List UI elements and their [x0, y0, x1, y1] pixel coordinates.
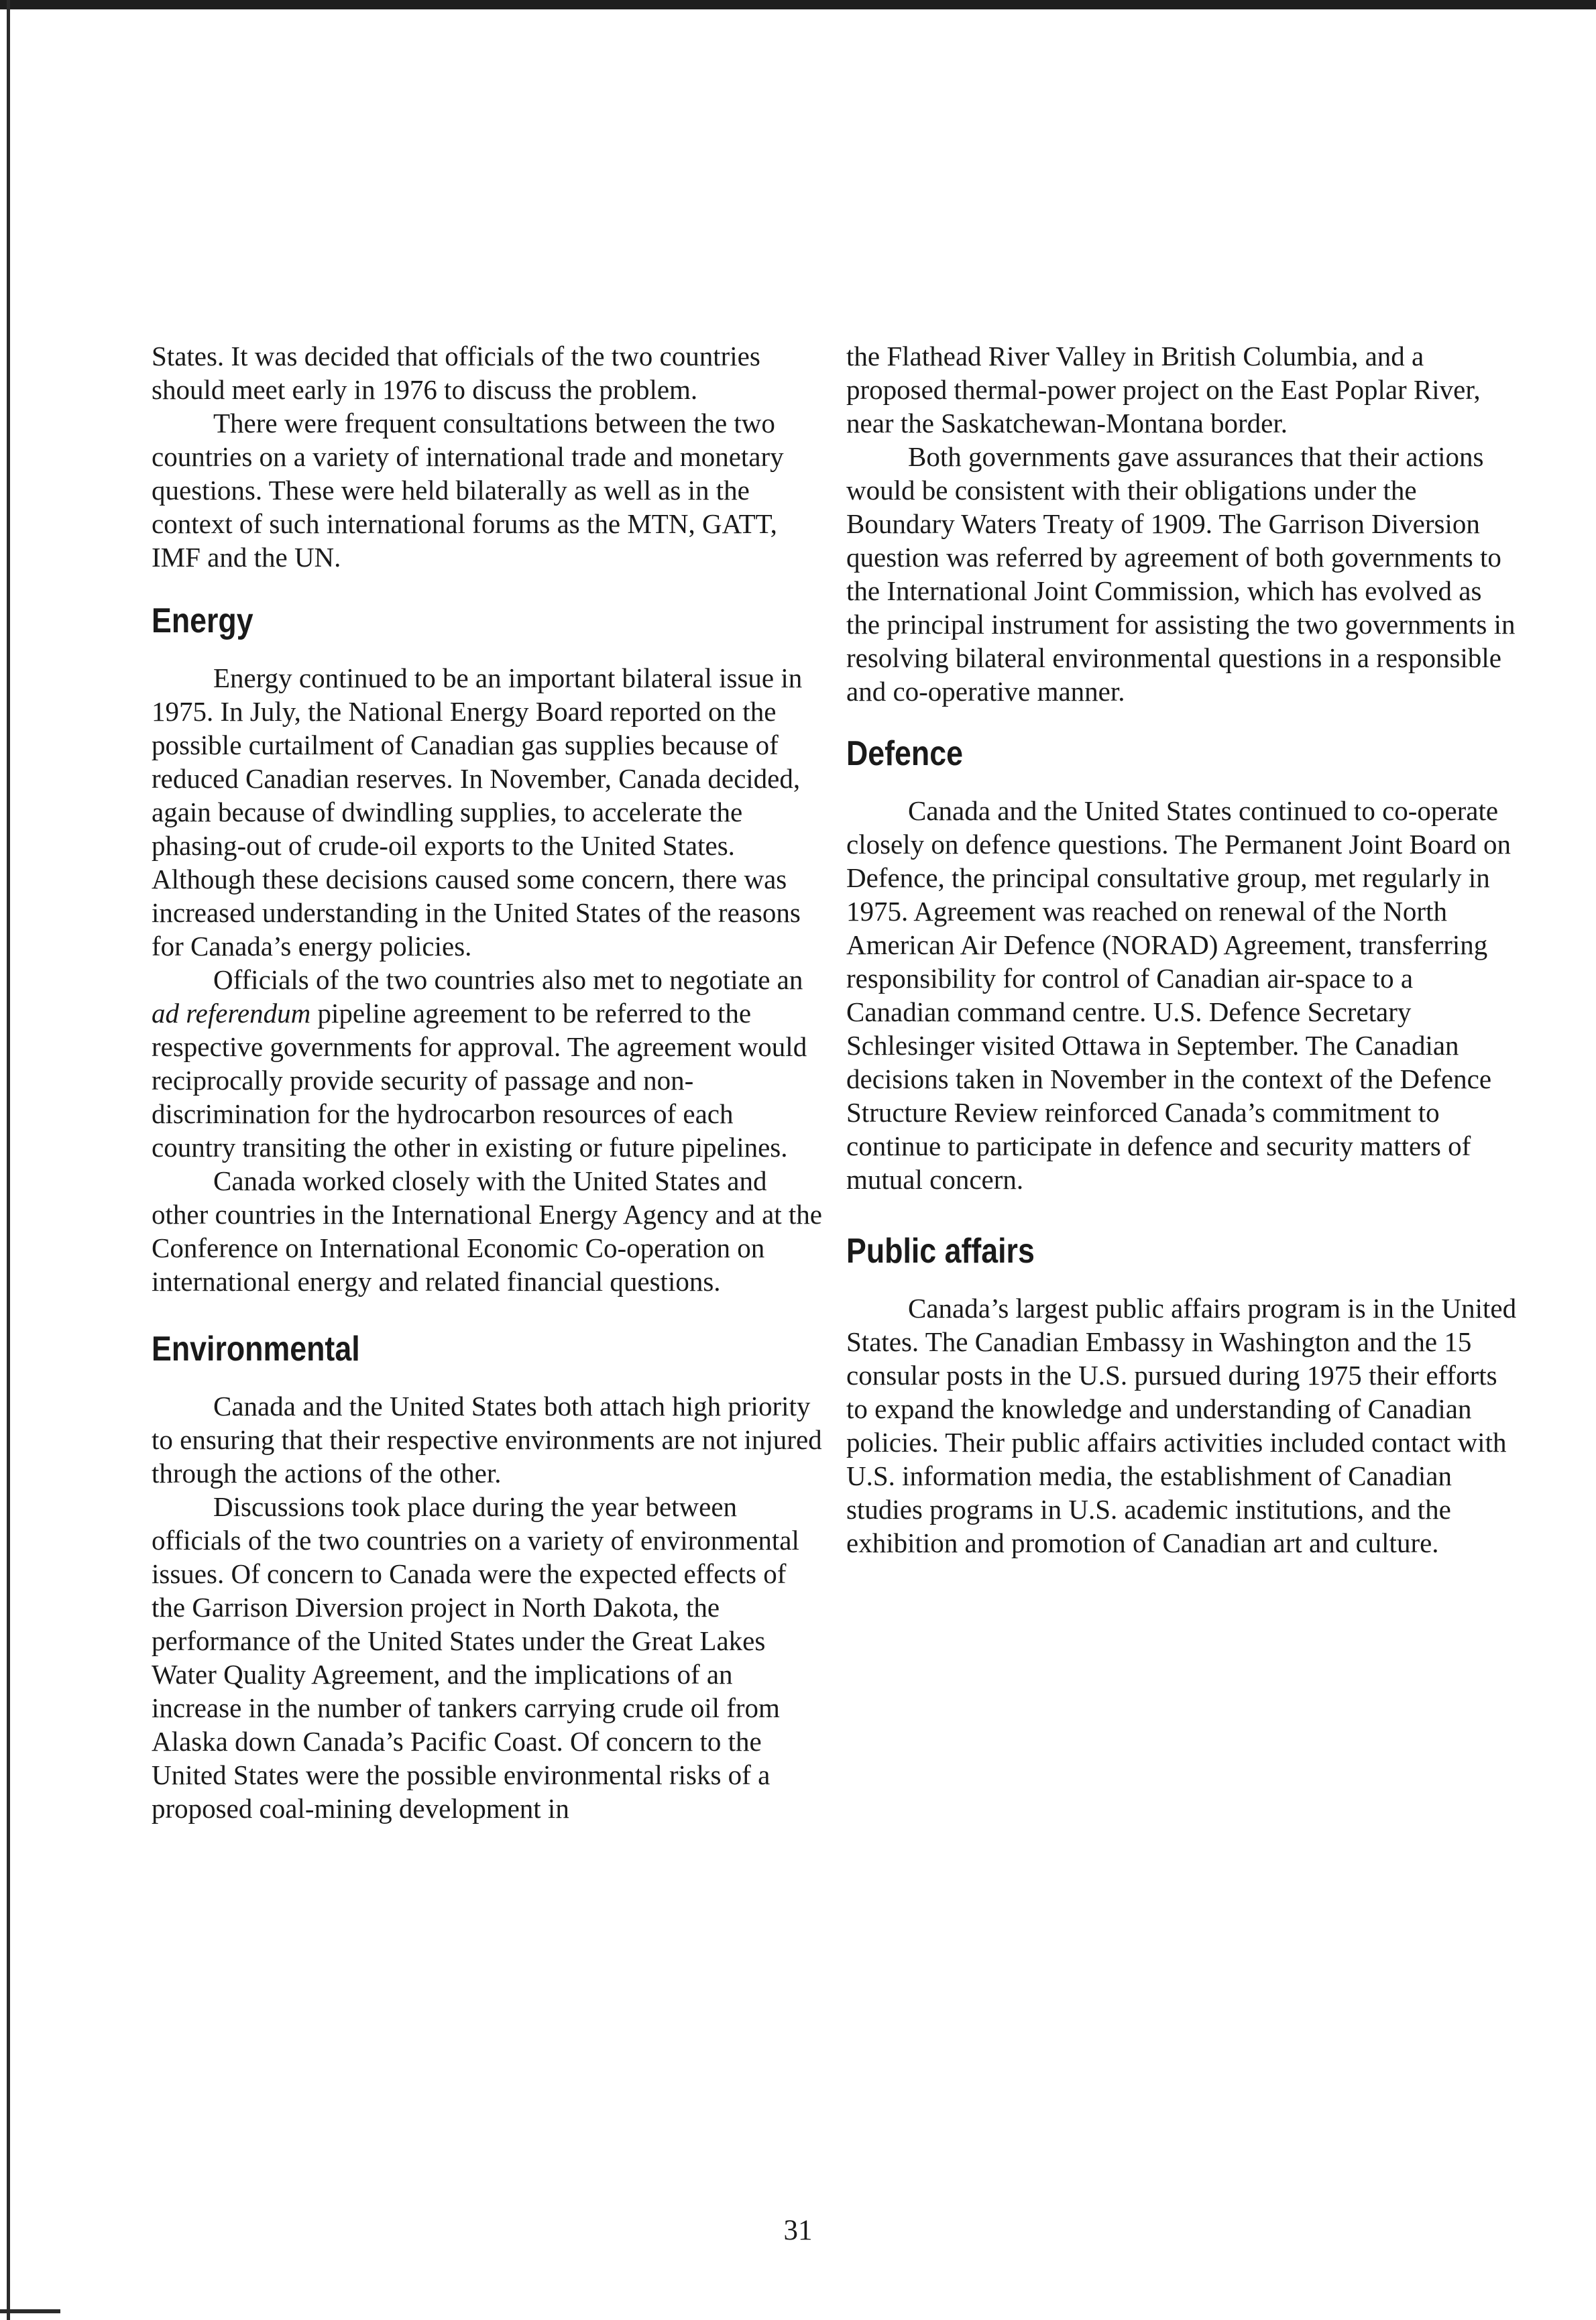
section-heading-public-affairs: Public affairs [846, 1232, 1035, 1271]
binding-edge-left [7, 0, 10, 2320]
section-heading-energy: Energy [152, 601, 253, 640]
italic-term: ad referendum [152, 998, 311, 1029]
paragraph: Both governments gave assurances that their actions would be consistent with their obligations under the Boundary Waters Treaty of 1909. The Garrison Diversion question was referred by agreement of both governments to the International Joint Commission, which has evolved as the principal instrument for assisting the two governments in resolving bilateral environmental questions in a responsible and co-operative manner. [846, 441, 1516, 707]
paragraph: Canada and the United States continued to co-operate closely on defence questions. The Permanent Joint Board on Defence, the principal consultative group, met regularly in 1975. Agreement was reached on renewal of the North American Air Defence (NORAD) Agreement, transferring responsibility for control of Canadian air-space to a Canadian command centre. U.S. Defence Secretary Schlesinger visited Ottawa in September. The Canadian decisions taken in November in the context of the Defence Structure Review reinforced Canada’s commitment to continue to participate in defence and security matters of mutual concern. [846, 795, 1511, 1195]
paragraph: There were frequent consultations between the two countries on a variety of international trade and monetary questions. These were held bilaterally as well as in the context of such international forums as the MTN, GATT, IMF and the UN. [152, 408, 784, 573]
paragraph: Energy continued to be an important bilateral issue in 1975. In July, the National Energy Board reported on the possible curtailment of Canadian gas supplies because of reduced Canadian reserves. In November, Canada decided, again because of dwindling supplies, to accelerate the phasing-out of crude-oil exports to the United States. Although these decisions caused some concern, there was increased understanding in the United States of the reasons for Canada’s energy policies. [152, 662, 803, 962]
paragraph: Discussions took place during the year between officials of the two countries on a variety of environmental issues. Of concern to Canada were the expected effects of the Garrison Diversion project in North Dakota, the performance of the United States under the Great Lakes Water Quality Agreement, and the implications of an increase in the number of tankers carrying crude oil from Alaska down Canada’s Pacific Coast. Of concern to the United States were the possible environmental risks of a proposed coal-mining development in [152, 1491, 799, 1824]
section-heading-environmental: Environmental [152, 1330, 360, 1369]
paragraph: States. It was decided that officials of the two countries should meet early in 1976 to discuss the problem. [152, 341, 760, 405]
page-number: 31 [783, 2215, 813, 2246]
paragraph: the Flathead River Valley in British Columbia, and a proposed thermal-power project on the East Poplar River, near the Saskatchewan-Montana border. [846, 341, 1481, 439]
right-column [846, 339, 1517, 1560]
paragraph: Canada worked closely with the United States and other countries in the International Energy Agency and at the Conference on International Economic Co-operation on international energy and related financial questions. [152, 1165, 822, 1297]
paragraph [152, 963, 822, 1164]
paragraph-text: pipeline agreement to be referred to the respective governments for approval. The agreement would reciprocally provide security of passage and non-discrimination for the hydrocarbon resources of each country transiting the other in existing or future pipelines. [152, 998, 807, 1163]
left-column [152, 339, 822, 1825]
section-heading-defence: Defence [846, 734, 963, 773]
binding-edge-bottom [0, 2309, 60, 2313]
top-rule [0, 0, 1596, 9]
paragraph-text: Officials of the two countries also met to negotiate an [213, 964, 803, 995]
paragraph: Canada’s largest public affairs program is in the United States. The Canadian Embassy in Washington and the 15 consular posts in the U.S. pursued during 1975 their efforts to expand the knowledge and understanding of Canadian policies. Their public affairs activities included contact with U.S. information media, the establishment of Canadian studies programs in U.S. academic institutions, and the exhibition and promotion of Canadian art and culture. [846, 1293, 1517, 1558]
paragraph: Canada and the United States both attach high priority to ensuring that their respective environments are not injured through the actions of the other. [152, 1391, 822, 1489]
